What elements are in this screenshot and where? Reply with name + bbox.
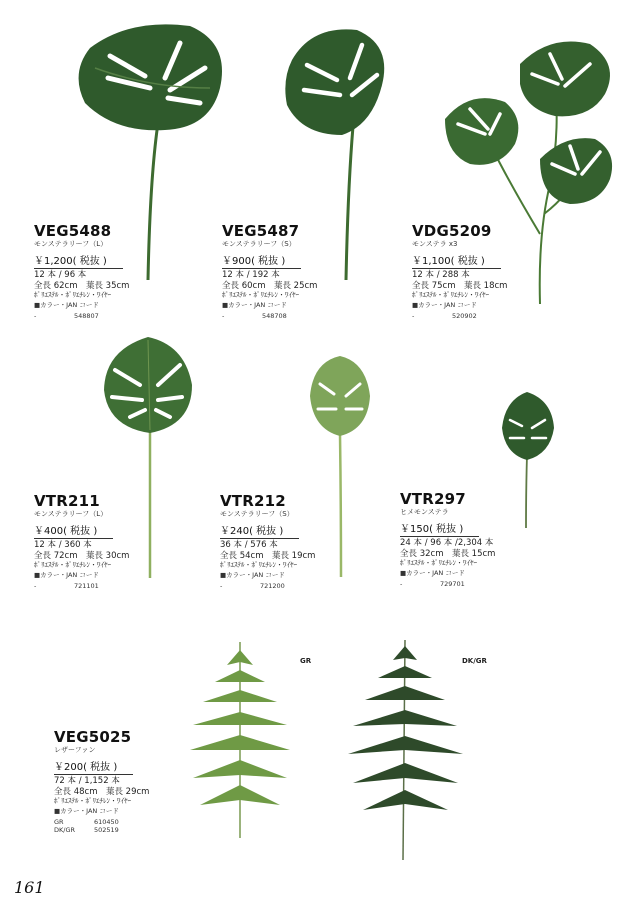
leather-fern-dkgr-image	[343, 638, 468, 863]
product-vtr211	[34, 494, 129, 591]
jan-header: ■カラー・JAN コード	[222, 301, 287, 309]
product-material: ﾎﾟﾘｴｽﾃﾙ・ﾎﾟﾘｴﾁﾚﾝ・ﾜｲﾔｰ	[400, 559, 477, 567]
product-name: モンステラリーフ（L）	[34, 510, 108, 518]
product-name: モンステラリーフ（L）	[34, 240, 108, 248]
product-size: 全長 32cm 葉長 15cm	[400, 548, 496, 559]
product-price: ￥400( 税抜 )	[34, 527, 113, 539]
product-price: ￥900( 税抜 )	[222, 257, 301, 269]
product-vtr212	[220, 494, 315, 591]
jan-row: - 721200	[220, 581, 285, 590]
product-qty: 12 本 / 360 本	[34, 540, 92, 550]
product-qty: 12 本 / 288 本	[412, 270, 470, 280]
product-name: モンステラリーフ（S）	[222, 240, 296, 248]
jan-header: ■カラー・JAN コード	[400, 569, 465, 577]
jan-header: ■カラー・JAN コード	[34, 301, 99, 309]
product-name: レザーファン	[54, 746, 96, 754]
product-veg5487	[222, 224, 317, 321]
jan-row: - 520902	[412, 311, 477, 320]
product-material: ﾎﾟﾘｴｽﾃﾙ・ﾎﾟﾘｴﾁﾚﾝ・ﾜｲﾔｰ	[54, 797, 131, 805]
product-qty: 72 本 / 1,152 本	[54, 776, 120, 786]
product-veg5025	[54, 730, 149, 836]
jan-header: ■カラー・JAN コード	[54, 807, 119, 815]
jan-row: GR 610450	[54, 817, 119, 826]
product-code: VDG5209	[412, 222, 492, 240]
product-code: VTR212	[220, 492, 286, 510]
product-name: ヒメモンステラ	[400, 508, 449, 516]
product-qty: 12 本 / 96 本	[34, 270, 87, 280]
jan-row: - 548708	[222, 311, 287, 320]
product-size: 全長 54cm 葉長 19cm	[220, 550, 316, 561]
product-material: ﾎﾟﾘｴｽﾃﾙ・ﾎﾟﾘｴﾁﾚﾝ・ﾜｲﾔｰ	[34, 561, 111, 569]
product-code: VTR297	[400, 490, 466, 508]
monstera-vtr297-image	[500, 390, 556, 530]
product-size: 全長 62cm 葉長 35cm	[34, 280, 130, 291]
leather-fern-gr-image	[185, 640, 295, 840]
product-name: モンステラ x3	[412, 240, 458, 248]
product-price: ￥1,200( 税抜 )	[34, 257, 123, 269]
product-veg5488	[34, 224, 129, 321]
jan-header: ■カラー・JAN コード	[220, 571, 285, 579]
product-qty: 12 本 / 192 本	[222, 270, 280, 280]
jan-row: - 548807	[34, 311, 99, 320]
product-size: 全長 48cm 葉長 29cm	[54, 786, 150, 797]
fern-tag-gr: GR	[300, 657, 312, 665]
fern-tag-dkgr: DK/GR	[462, 657, 487, 665]
product-size: 全長 72cm 葉長 30cm	[34, 550, 130, 561]
product-price: ￥150( 税抜 )	[400, 525, 479, 537]
product-material: ﾎﾟﾘｴｽﾃﾙ・ﾎﾟﾘｴﾁﾚﾝ・ﾜｲﾔｰ	[220, 561, 297, 569]
product-price: ￥240( 税抜 )	[220, 527, 299, 539]
jan-header: ■カラー・JAN コード	[412, 301, 477, 309]
product-size: 全長 75cm 葉長 18cm	[412, 280, 508, 291]
product-vtr297	[400, 492, 495, 589]
jan-row: DK/GR 502519	[54, 826, 119, 834]
product-material: ﾎﾟﾘｴｽﾃﾙ・ﾎﾟﾘｴﾁﾚﾝ・ﾜｲﾔｰ	[222, 291, 299, 299]
product-size: 全長 60cm 葉長 25cm	[222, 280, 318, 291]
product-price: ￥1,100( 税抜 )	[412, 257, 501, 269]
jan-row: - 721101	[34, 581, 99, 590]
product-code: VEG5488	[34, 222, 112, 240]
product-code: VTR211	[34, 492, 100, 510]
product-qty: 24 本 / 96 本 /2,304 本	[400, 538, 494, 548]
monstera-vtr212-image	[308, 354, 372, 579]
product-name: モンステラリーフ（S）	[220, 510, 294, 518]
product-qty: 36 本 / 576 本	[220, 540, 278, 550]
jan-row: - 729701	[400, 579, 465, 588]
product-code: VEG5025	[54, 728, 132, 746]
product-material: ﾎﾟﾘｴｽﾃﾙ・ﾎﾟﾘｴﾁﾚﾝ・ﾜｲﾔｰ	[34, 291, 111, 299]
product-material: ﾎﾟﾘｴｽﾃﾙ・ﾎﾟﾘｴﾁﾚﾝ・ﾜｲﾔｰ	[412, 291, 489, 299]
jan-header: ■カラー・JAN コード	[34, 571, 99, 579]
product-vdg5209	[412, 224, 507, 321]
page-number: 161	[14, 878, 45, 897]
product-price: ￥200( 税抜 )	[54, 763, 133, 775]
product-code: VEG5487	[222, 222, 300, 240]
